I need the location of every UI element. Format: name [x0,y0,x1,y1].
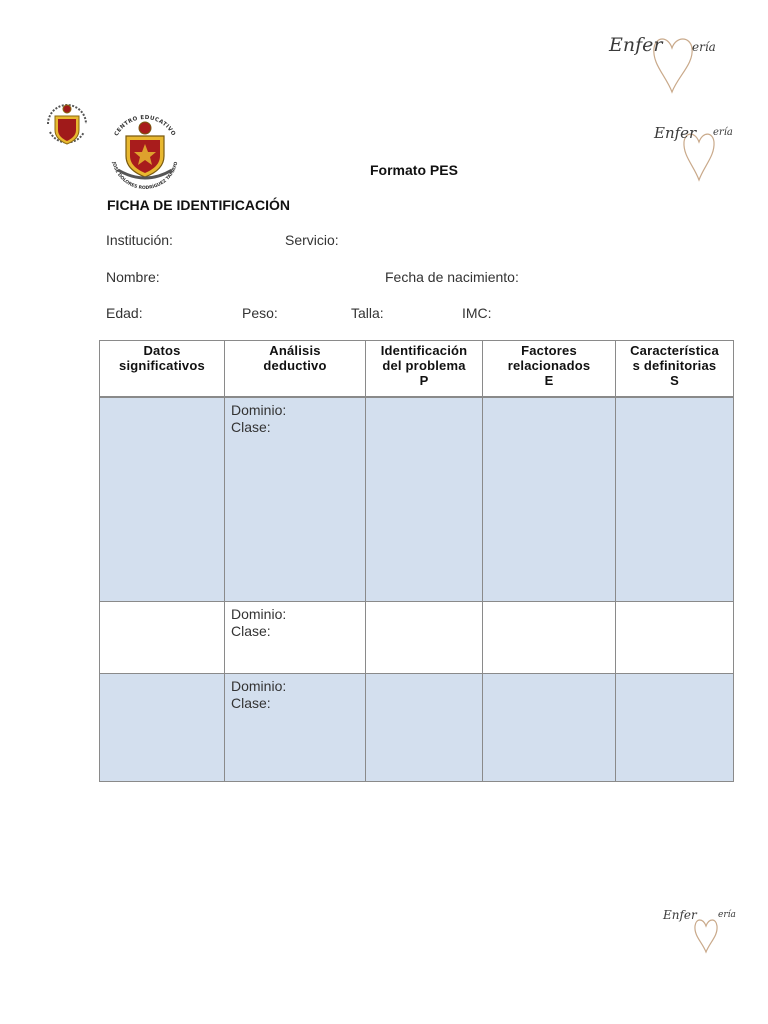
dominio-label: Dominio: [231,402,287,418]
table-cell[interactable] [225,673,366,781]
dominio-label: Dominio: [231,677,287,694]
dominio-label: Dominio: [231,605,287,622]
crest-top-text: CENTRO EDUCATIVO [113,114,177,138]
table-cell[interactable] [100,397,225,601]
pes-table [99,340,734,782]
section-title: FICHA DE IDENTIFICACIÓN [107,197,291,213]
table-cell[interactable] [366,673,483,781]
logo-text-right: ería [718,910,736,920]
header-caracteristicas-definitorias: Característica s definitorias S [616,341,734,398]
header-datos-significativos: Datos significativos [100,341,225,398]
clase-label: Clase: [231,694,271,711]
table-cell[interactable] [616,601,734,673]
clase-label: Clase: [231,419,271,435]
school-crest-main [106,106,184,190]
table-header-row [100,341,734,398]
table-cell[interactable] [100,601,225,673]
school-crest-small [44,94,90,154]
header-analisis-deductivo: Análisis deductivo [225,341,366,398]
table-cell[interactable] [366,601,483,673]
clase-label: Clase: [231,622,271,639]
table-row [100,397,734,601]
enfermeria-logo-bottom [662,904,746,956]
table-cell[interactable] [225,397,366,601]
field-imc: IMC: [462,305,492,321]
header-factores-relacionados: Factores relacionados E [483,341,616,398]
table-cell[interactable] [100,673,225,781]
field-peso: Peso: [242,305,278,321]
field-institucion: Institución: [106,232,173,248]
logo-text-left: Enfer [663,908,697,922]
enfermeria-logo-mid [653,118,737,184]
table-cell[interactable] [616,397,734,601]
table-cell[interactable] [225,601,366,673]
field-servicio: Servicio: [285,232,339,248]
logo-text-left: Enfer [609,34,663,56]
field-edad: Edad: [106,305,143,321]
table-cell[interactable] [483,601,616,673]
table-cell[interactable] [616,673,734,781]
logo-text-left: Enfer [654,124,697,142]
table-cell[interactable] [483,397,616,601]
table-cell[interactable] [483,673,616,781]
logo-text-right: ería [692,40,716,54]
table-cell[interactable] [366,397,483,601]
field-talla: Talla: [351,305,384,321]
logo-text-right: ería [713,127,733,138]
crest-bottom-text: JOSÉ DOLORES RODRÍGUEZ TAMAYO [110,161,180,190]
table-row [100,601,734,673]
field-nombre: Nombre: [106,269,160,285]
enfermeria-logo-top [606,26,730,96]
document-title: Formato PES [370,162,458,178]
field-fecha-nacimiento: Fecha de nacimiento: [385,269,519,285]
table-row [100,673,734,781]
header-identificacion-problema: Identificación del problema P [366,341,483,398]
